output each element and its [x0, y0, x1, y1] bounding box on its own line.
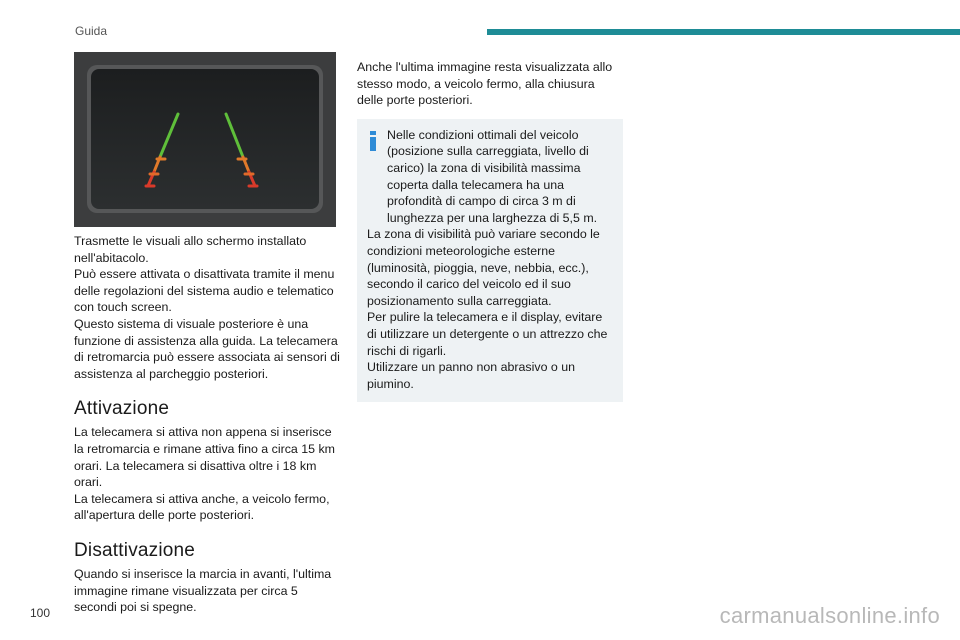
deactivation-heading: Disattivazione [74, 539, 196, 561]
activation-paragraph-2: La telecamera si attiva anche, a veicolo fermo, all'apertura delle porte posteriori. [74, 491, 330, 523]
note-paragraph-2: La zona di visibilità può variare secondo le condizioni meteorologiche esterne (luminosità, pioggia, neve, nebbia, ecc.), secondo il carico del veicolo ed il suo posizionamento sulla carreggiata. [367, 227, 600, 308]
info-icon [367, 131, 379, 151]
watermark: carmanualsonline.info [719, 603, 940, 628]
note-paragraph-3: Per pulire la telecamera e il display, evitare di utilizzare un detergente o un attrezzo che rischi di rigarli. [367, 310, 608, 358]
section-header: Guida [75, 24, 108, 38]
note-paragraph-1: Nelle condizioni ottimali del veicolo (posizione sulla carreggiata, livello di carico) la zona di visibilità massima coperta dalla telecamera ha una profondità di campo di circa 3 m di lunghezza per una larghezza di 5,5 m. [387, 127, 598, 225]
left-column [74, 233, 340, 616]
note-paragraph-4: Utilizzare un panno non abrasivo o un piumino. [367, 360, 576, 391]
intro-paragraph-1: Trasmette le visuali allo schermo installato nell'abitacolo. [74, 234, 307, 265]
rear-camera-figure [74, 52, 336, 227]
right-column [357, 59, 623, 402]
rear-camera-guidelines-illustration [74, 52, 336, 227]
activation-paragraph-1: La telecamera si attiva non appena si inserisce la retromarcia e rimane attiva fino a circa 15 km orari. La telecamera si disattiva oltre i 18 km orari. [74, 425, 335, 490]
deactivation-paragraph-1: Quando si inserisce la marcia in avanti, l'ultima immagine rimane visualizzata per circa 5 secondi poi si spegne. [74, 566, 332, 615]
info-note-box [357, 119, 623, 403]
intro-paragraph-3: Questo sistema di visuale posteriore è una funzione di assistenza alla guida. La telecamera di retromarcia può essere associata ai sensori di assistenza al parcheggio posteriori. [74, 316, 340, 381]
header-accent-bar [487, 29, 960, 35]
page-number: 100 [30, 606, 51, 620]
activation-heading: Attivazione [74, 398, 170, 420]
intro-paragraph-2: Può essere attivata o disattivata tramite il menu delle regolazioni del sistema audio e telematico con touch screen. [74, 267, 335, 315]
continuation-paragraph: Anche l'ultima immagine resta visualizzata allo stesso modo, a veicolo fermo, alla chiusura delle porte posteriori. [357, 60, 613, 108]
